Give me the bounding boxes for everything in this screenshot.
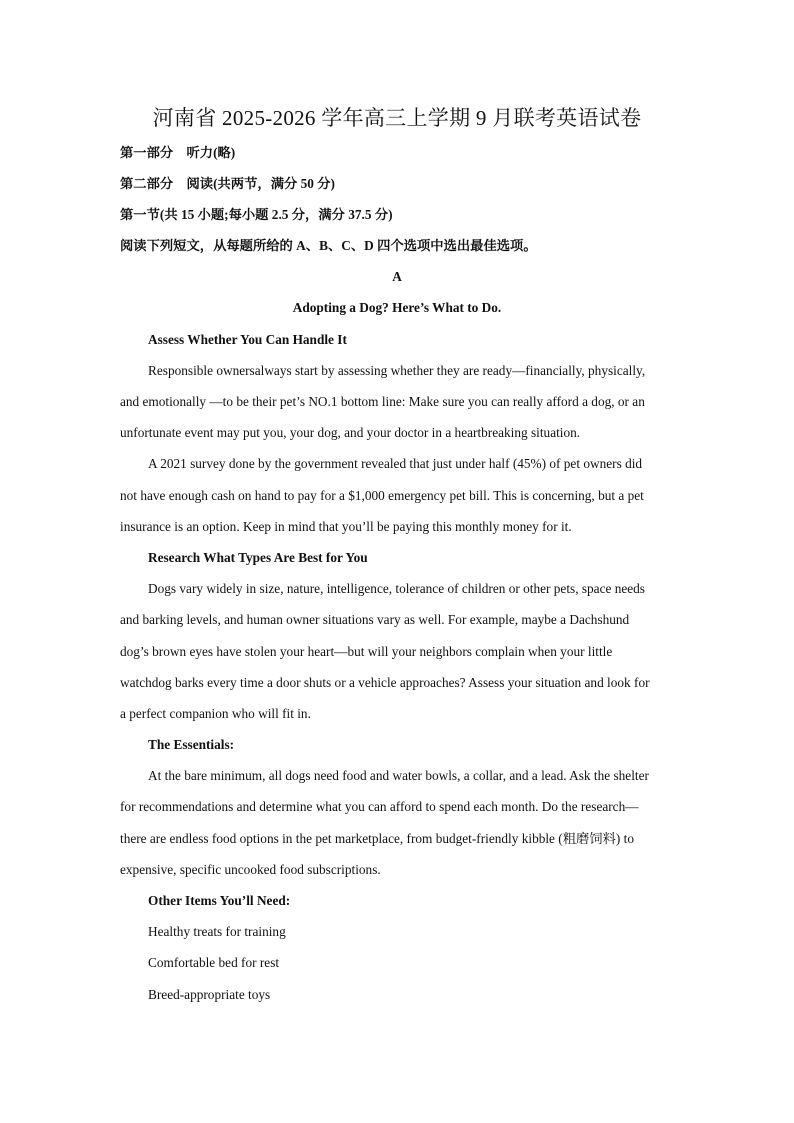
section1-heading: 第一节(共 15 小题;每小题 2.5 分，满分 37.5 分) — [120, 207, 393, 222]
paragraph-line: a perfect companion who will fit in. — [120, 706, 311, 721]
paragraph-line: Responsible ownersalways start by assessing whether they are ready—financially, physically, — [148, 363, 646, 378]
exam-title: 河南省 2025-2026 学年高三上学期 9 月联考英语试卷 — [152, 106, 642, 130]
section-heading: Research What Types Are Best for You — [148, 550, 368, 565]
paragraph-line: At the bare minimum, all dogs need food and water bowls, a collar, and a lead. Ask the shelter — [148, 768, 649, 783]
paragraph-line: and emotionally —to be their pet’s NO.1 bottom line: Make sure you can really afford a dog, or an — [120, 394, 645, 409]
paragraph-line: dog’s brown eyes have stolen your heart—but will your neighbors complain when your little — [120, 644, 613, 659]
paragraph-line: and barking levels, and human owner situations vary as well. For example, maybe a Dachshund — [120, 612, 630, 627]
paragraph-line: expensive, specific uncooked food subscriptions. — [120, 862, 381, 877]
paragraph-line: insurance is an option. Keep in mind that you’ll be paying this monthly money for it. — [120, 519, 572, 534]
paragraph-line: Dogs vary widely in size, nature, intelligence, tolerance of children or other pets, space needs — [148, 581, 645, 596]
part1-heading: 第一部分 听力(略) — [120, 145, 236, 160]
paragraph-line: not have enough cash on hand to pay for a $1,000 emergency pet bill. This is concerning, but a pet — [120, 488, 644, 503]
reading-instruction: 阅读下列短文，从每题所给的 A、B、C、D 四个选项中选出最佳选项。 — [120, 238, 537, 253]
paragraph-line: watchdog barks every time a door shuts or a vehicle approaches? Assess your situation and look for — [120, 675, 650, 690]
paragraph-line: there are endless food options in the pet marketplace, from budget-friendly kibble (粗磨饲料) to — [120, 831, 634, 846]
list-item: Healthy treats for training — [148, 924, 286, 939]
paragraph-line: A 2021 survey done by the government revealed that just under half (45%) of pet owners did — [148, 456, 643, 471]
section-heading: The Essentials: — [148, 737, 235, 752]
passage-label: A — [392, 269, 402, 284]
part2-heading: 第二部分 阅读(共两节，满分 50 分) — [120, 176, 335, 191]
paragraph-line: unfortunate event may put you, your dog, and your doctor in a heartbreaking situation. — [120, 425, 581, 440]
section-heading: Other Items You’ll Need: — [148, 893, 291, 908]
list-item: Breed-appropriate toys — [148, 987, 271, 1002]
passage-title: Adopting a Dog? Here’s What to Do. — [292, 300, 502, 315]
list-item: Comfortable bed for rest — [148, 955, 280, 970]
paragraph-line: for recommendations and determine what you can afford to spend each month. Do the research— — [120, 799, 639, 814]
section-heading: Assess Whether You Can Handle It — [148, 332, 347, 347]
